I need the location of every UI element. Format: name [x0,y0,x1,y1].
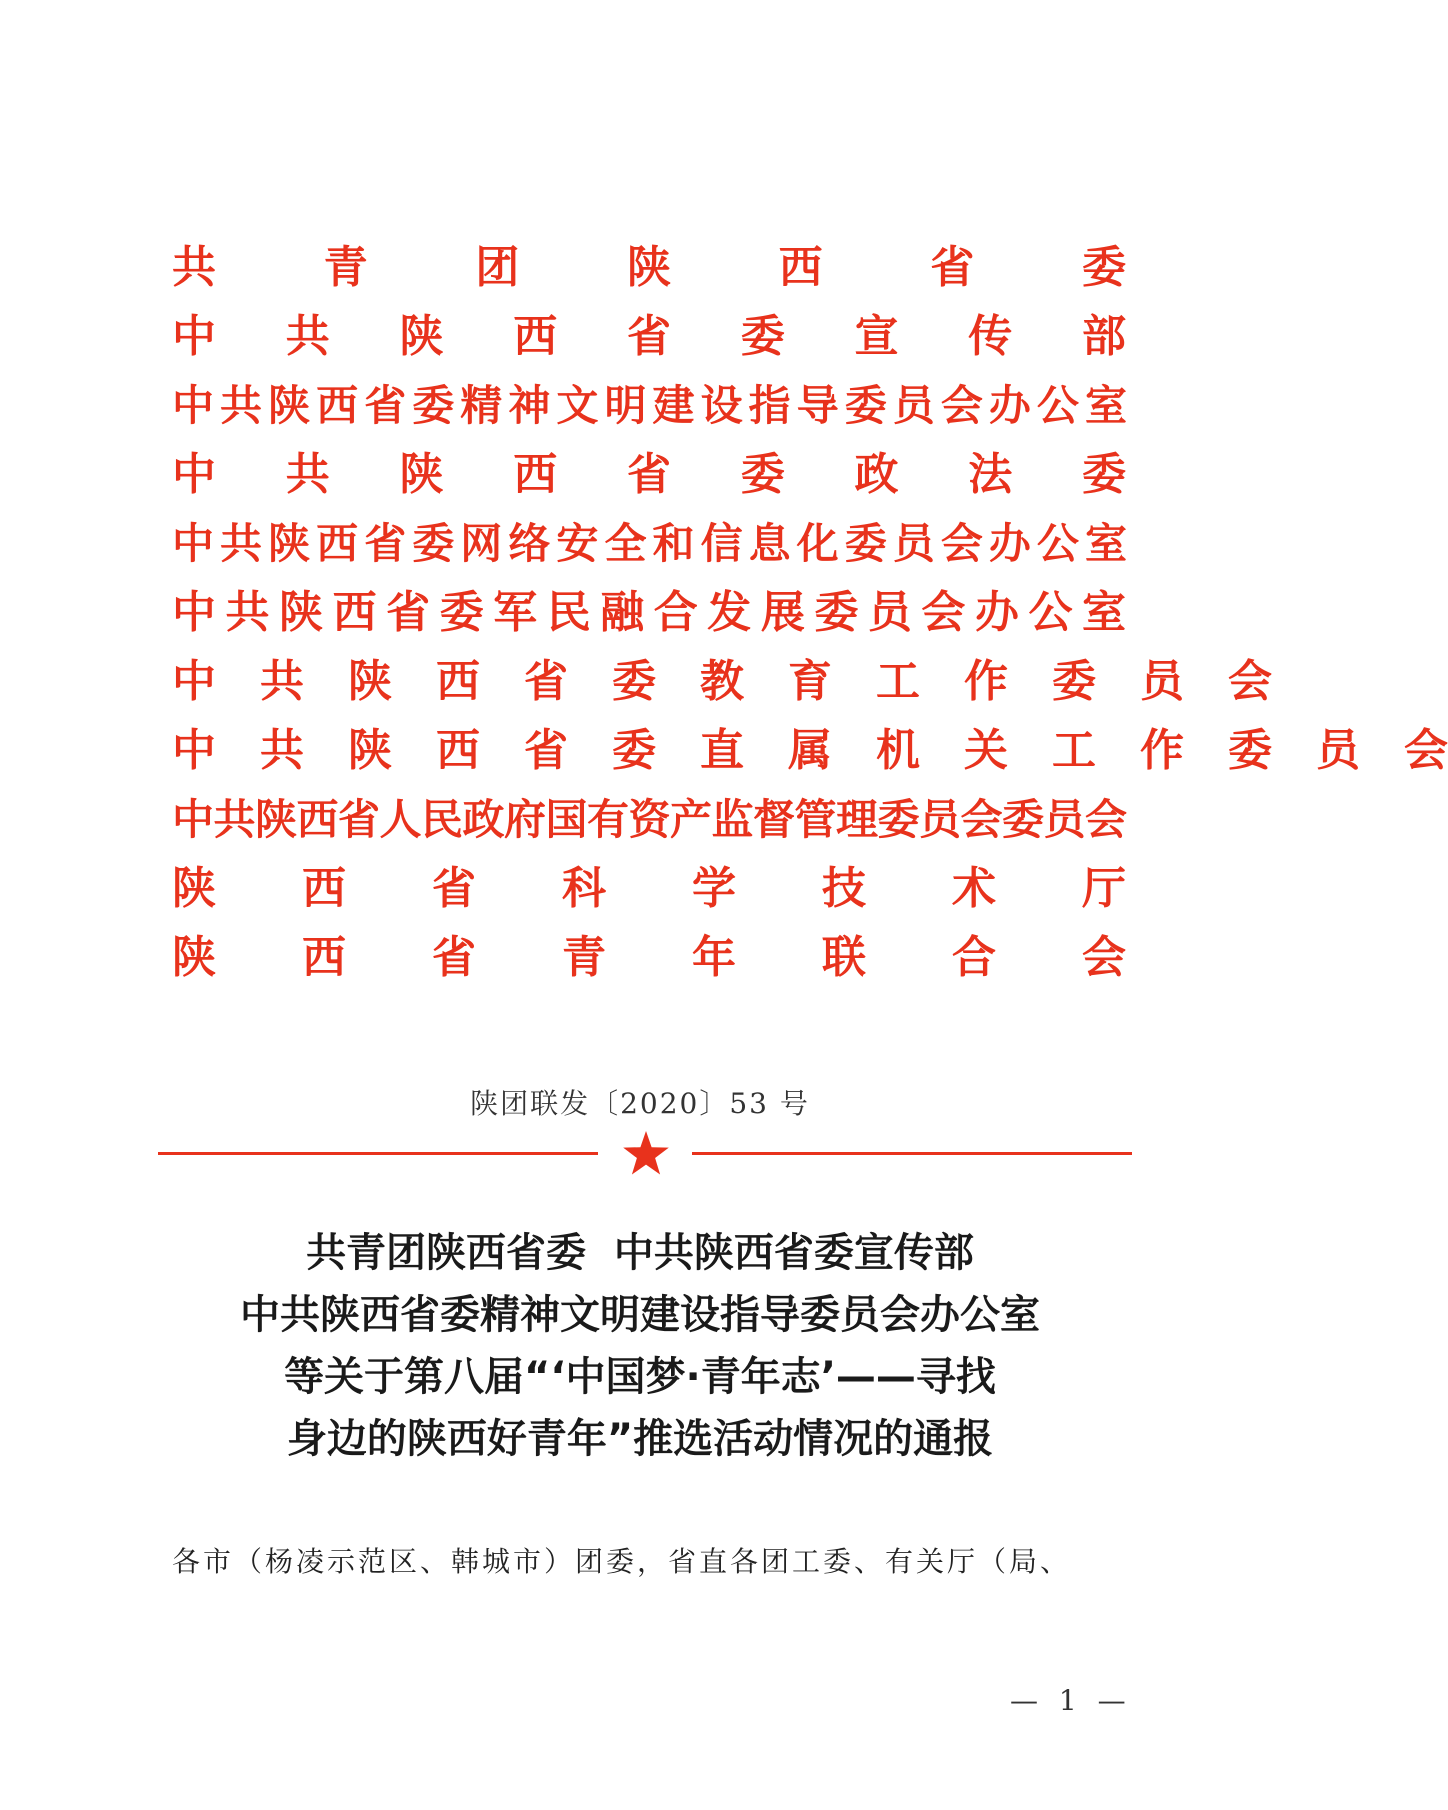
issuer-line: 中共陕西省委网络安全和信息化委员会办公室 [172,519,1126,568]
document-title [100,1222,1180,1470]
header-divider-right [692,1152,1132,1155]
issuer-line: 中共陕西省委精神文明建设指导委员会办公室 [172,381,1126,430]
salutation-text: 各市（杨凌示范区、韩城市）团委，省直各团工委、有关厅（局、 [172,1545,1072,1578]
document-number: 陕团联发〔2020〕53 号 [470,1087,810,1120]
header-divider-left [158,1152,598,1155]
title-line: 共青团陕西省委 中共陕西省委宣传部 [306,1230,974,1276]
title-line: 等关于第八届“‘中国梦·青年志’——寻找 [284,1354,996,1400]
issuer-line: 中共陕西省人民政府国有资产监督管理委员会委员会 [172,795,1126,844]
page-number: — 1 — [1010,1684,1132,1717]
issuer-line: 中 共 陕 西 省 委 政 法 委 [172,449,1126,500]
issuer-line: 中 共 陕 西 省 委 宣 传 部 [172,311,1126,362]
issuer-line: 共 青 团 陕 西 省 委 [172,242,1126,293]
star-icon [622,1130,670,1176]
issuer-line: 中 共 陕 西 省 委 教 育 工 作 委 员 会 [172,656,1272,707]
issuer-block [172,233,1448,992]
issuer-line: 中共陕西省委军民融合发展委员会办公室 [172,587,1126,638]
issuer-line: 陕 西 省 青 年 联 合 会 [172,932,1126,983]
title-line: 中共陕西省委精神文明建设指导委员会办公室 [240,1292,1040,1338]
title-line: 身边的陕西好青年”推选活动情况的通报 [286,1416,994,1462]
issuer-line: 中 共 陕 西 省 委 直 属 机 关 工 作 委 员 会 [172,725,1448,776]
issuer-line: 陕 西 省 科 学 技 术 厅 [172,863,1126,914]
